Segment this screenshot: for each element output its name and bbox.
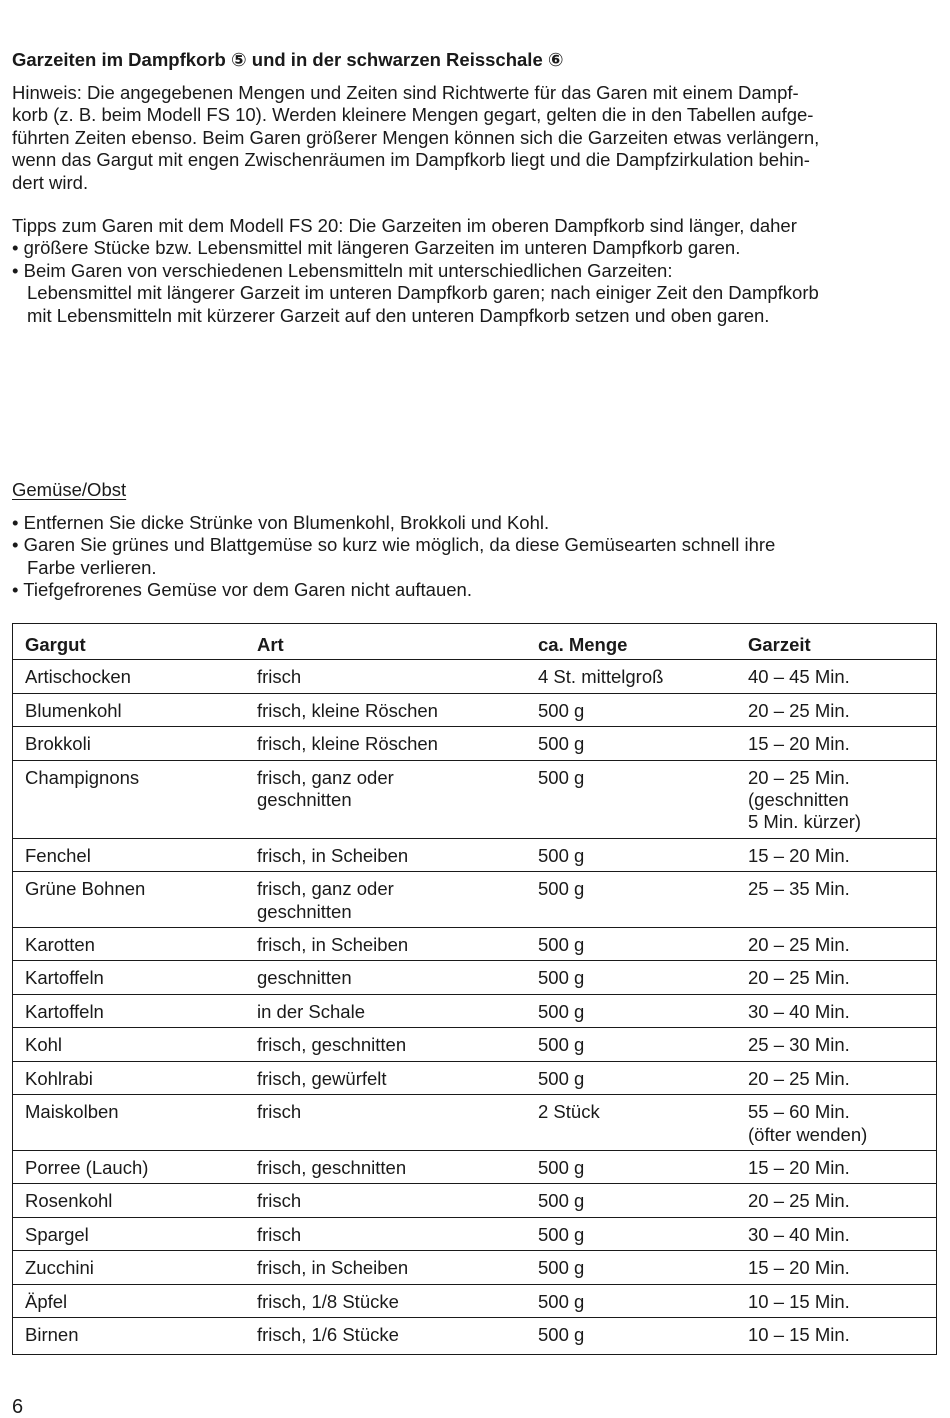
cell-garzeit: 25 – 35 Min. — [748, 872, 937, 928]
gemuese-tip: • Tiefgefrorenes Gemüse vor dem Garen nicht auftauen. — [12, 579, 472, 601]
cell-gargut: Rosenkohl — [13, 1184, 258, 1217]
tipps-bullet: • Beim Garen von verschiedenen Lebensmitteln mit unterschiedlichen Garzeiten: — [12, 259, 673, 281]
cell-art: frisch, kleine Röschen — [257, 727, 538, 760]
cell-gargut: Artischocken — [13, 660, 258, 693]
cell-art: frisch, 1/6 Stücke — [257, 1323, 399, 1345]
tipps-bullet-continuation: Lebensmittel mit längerer Garzeit im unteren Dampfkorb garen; nach einiger Zeit den Dampfkorb — [27, 282, 819, 304]
cell-art: frisch, geschnitten — [257, 1150, 538, 1183]
table-header-row — [13, 624, 937, 660]
cell-menge: 500 g — [538, 693, 748, 726]
section-heading-gemuese-obst: Gemüse/Obst — [12, 479, 127, 500]
cell-garzeit: 20 – 25 Min. — [748, 693, 937, 726]
cell-gargut: Kartoffeln — [13, 961, 258, 994]
cell-menge: 500 g — [538, 1251, 748, 1284]
cell-menge: 500 g — [538, 872, 748, 928]
cell-gargut: Fenchel — [13, 838, 258, 871]
cell-menge: 500 g — [538, 1150, 748, 1183]
hinweis-line: Hinweis: Die angegebenen Mengen und Zeiten sind Richtwerte für das Garen mit einem Dampf- — [12, 82, 799, 103]
table-row — [13, 994, 937, 1027]
header-gargut: Gargut — [13, 624, 258, 660]
cell-garzeit: 15 – 20 Min. — [748, 838, 937, 871]
hinweis-paragraph — [12, 82, 938, 194]
cell-menge: 500 g — [538, 1323, 585, 1345]
cell-gargut: Äpfel — [13, 1284, 258, 1317]
cell-art: frisch — [257, 1095, 538, 1151]
table-row — [13, 727, 937, 760]
hinweis-line: korb (z. B. beim Modell FS 10). Werden kleinere Mengen gegart, gelten die in den Tabellen aufge- — [12, 104, 814, 126]
cell-art: frisch, ganz oder geschnitten — [257, 760, 538, 838]
cell-garzeit: 10 – 15 Min. — [748, 1284, 937, 1317]
cell-gargut: Kartoffeln — [13, 994, 258, 1027]
cell-art: frisch, in Scheiben — [257, 1251, 538, 1284]
cell-gargut: Maiskolben — [13, 1095, 258, 1151]
table-row — [13, 928, 937, 961]
cell-menge: 500 g — [538, 727, 748, 760]
cell-art: in der Schale — [257, 994, 538, 1027]
table-row — [13, 1251, 937, 1284]
table-row — [13, 760, 937, 838]
gemuese-tip: • Entfernen Sie dicke Strünke von Blumenkohl, Brokkoli und Kohl. — [12, 512, 550, 533]
cell-menge: 500 g — [538, 961, 748, 994]
cell-menge: 500 g — [538, 1217, 748, 1250]
gemuese-tip-continuation: Farbe verlieren. — [27, 556, 157, 578]
gemuese-tips-list — [12, 512, 938, 602]
table-row — [13, 1028, 937, 1061]
cell-gargut: Grüne Bohnen — [13, 872, 258, 928]
header-art: Art — [257, 624, 538, 660]
cell-garzeit: 30 – 40 Min. — [748, 1217, 937, 1250]
tipps-paragraph — [12, 215, 938, 327]
page-title: Garzeiten im Dampfkorb ⑤ und in der schwarzen Reisschale ⑥ — [12, 49, 564, 70]
cell-gargut: Brokkoli — [13, 727, 258, 760]
cell-menge: 500 g — [538, 1184, 748, 1217]
tipps-bullet: • größere Stücke bzw. Lebensmittel mit längeren Garzeiten im unteren Dampfkorb garen. — [12, 237, 741, 259]
cell-gargut: Karotten — [13, 928, 258, 961]
cell-menge: 500 g — [538, 994, 748, 1027]
header-menge: ca. Menge — [538, 624, 748, 660]
table-row — [13, 693, 937, 726]
table-row — [13, 1150, 937, 1183]
cell-garzeit: 25 – 30 Min. — [748, 1028, 937, 1061]
cell-garzeit: 55 – 60 Min. (öfter wenden) — [748, 1095, 937, 1151]
cell-menge: 500 g — [538, 1284, 748, 1317]
cell-garzeit: 30 – 40 Min. — [748, 994, 937, 1027]
cell-art: frisch, gewürfelt — [257, 1061, 538, 1094]
cell-garzeit: 20 – 25 Min. — [748, 1184, 937, 1217]
cell-gargut: Champignons — [13, 760, 258, 838]
cell-art: frisch, ganz oder geschnitten — [257, 872, 538, 928]
cell-gargut: Porree (Lauch) — [13, 1150, 258, 1183]
cell-gargut: Blumenkohl — [13, 693, 258, 726]
hinweis-line: dert wird. — [12, 171, 89, 193]
page-number: 6 — [12, 1396, 24, 1418]
cell-art: frisch — [257, 660, 538, 693]
cell-art: frisch, 1/8 Stücke — [257, 1284, 538, 1317]
table-body — [13, 660, 937, 1355]
cell-garzeit: 20 – 25 Min. — [748, 961, 937, 994]
cell-gargut: Spargel — [13, 1217, 258, 1250]
cell-art: frisch, in Scheiben — [257, 838, 538, 871]
cell-garzeit: 10 – 15 Min. — [748, 1323, 850, 1345]
cell-garzeit: 15 – 20 Min. — [748, 1150, 937, 1183]
header-garzeit: Garzeit — [748, 624, 937, 660]
cell-menge: 2 Stück — [538, 1095, 748, 1151]
cell-art: frisch — [257, 1217, 538, 1250]
cell-menge: 500 g — [538, 1061, 748, 1094]
cell-garzeit: 15 – 20 Min. — [748, 727, 937, 760]
cell-art: frisch — [257, 1184, 538, 1217]
table-row — [13, 838, 937, 871]
hinweis-line: wenn das Gargut mit engen Zwischenräumen im Dampfkorb liegt und die Dampfzirkulation behin- — [12, 149, 810, 171]
table-row — [13, 1284, 937, 1317]
table-row — [13, 660, 937, 693]
cell-garzeit: 20 – 25 Min. (geschnitten 5 Min. kürzer) — [748, 760, 937, 838]
tipps-bullet-continuation: mit Lebensmitteln mit kürzerer Garzeit auf den unteren Dampfkorb setzen und oben garen. — [27, 304, 770, 326]
cell-gargut: Birnen — [25, 1323, 79, 1345]
cell-menge: 500 g — [538, 928, 748, 961]
cell-gargut: Kohlrabi — [13, 1061, 258, 1094]
cell-art: geschnitten — [257, 961, 538, 994]
cell-menge: 500 g — [538, 1028, 748, 1061]
table-row — [13, 961, 937, 994]
cell-garzeit: 15 – 20 Min. — [748, 1251, 937, 1284]
tipps-line: Tipps zum Garen mit dem Modell FS 20: Die Garzeiten im oberen Dampfkorb sind länger, daher — [12, 215, 797, 236]
table-row — [13, 1095, 937, 1151]
table-row — [13, 1317, 937, 1354]
cell-garzeit: 20 – 25 Min. — [748, 1061, 937, 1094]
cell-gargut: Zucchini — [13, 1251, 258, 1284]
cell-gargut: Kohl — [13, 1028, 258, 1061]
cooking-times-table — [12, 623, 937, 1355]
gemuese-tip: • Garen Sie grünes und Blattgemüse so kurz wie möglich, da diese Gemüsearten schnell ihre — [12, 534, 776, 556]
table-row — [13, 872, 937, 928]
hinweis-line: führten Zeiten ebenso. Beim Garen größerer Mengen können sich die Garzeiten etwas verlängern, — [12, 126, 820, 148]
cell-garzeit: 20 – 25 Min. — [748, 928, 937, 961]
cell-menge: 4 St. mittelgroß — [538, 660, 748, 693]
cell-garzeit: 40 – 45 Min. — [748, 660, 937, 693]
cell-art: frisch, in Scheiben — [257, 928, 538, 961]
table-row — [13, 1061, 937, 1094]
table-row — [13, 1184, 937, 1217]
cell-menge: 500 g — [538, 838, 748, 871]
cell-menge: 500 g — [538, 760, 748, 838]
cell-art: frisch, kleine Röschen — [257, 693, 538, 726]
cell-art: frisch, geschnitten — [257, 1028, 538, 1061]
table-row — [13, 1217, 937, 1250]
